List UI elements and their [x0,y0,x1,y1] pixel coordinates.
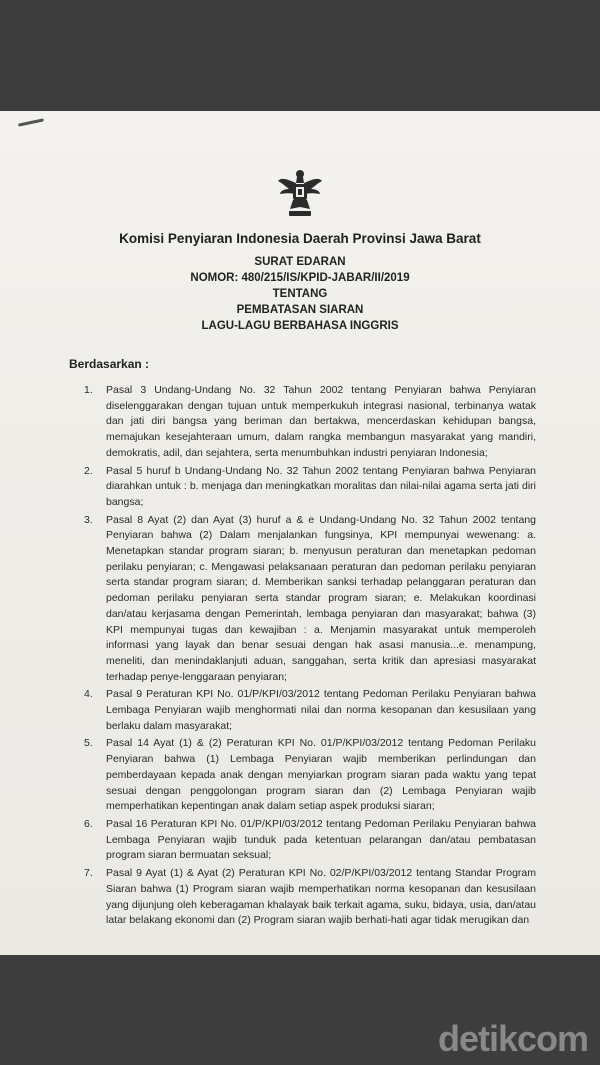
document-number: NOMOR: 480/215/IS/KPID-JABAR/II/2019 [190,272,410,284]
subject-line-1: PEMBATASAN SIARAN [236,304,364,316]
list-item: 5. Pasal 14 Ayat (1) & (2) Peraturan KPI No. 01/P/KPI/03/2012 tentang Pedoman Perilaku Penyiaran bahwa (1) Lembaga Penyiaran wajib memberikan perlindungan dan pemberdayaan kepada anak dengan menyiarkan program siaran pada waktu yang tepat sesuai dengan penggolongan program siaran dan (2) Lembaga Penyiaran wajib memperhatikan kepentingan anak dalam setiap aspek produksi siaran; [84,737,536,813]
pen-mark [18,118,44,126]
organization-name: Komisi Penyiaran Indonesia Daerah Provinsi Jawa Barat [119,231,481,246]
garuda-emblem-icon [277,167,323,219]
list-item: 1. Pasal 3 Undang-Undang No. 32 Tahun 2002 tentang Penyiaran bahwa Penyiaran diselenggarakan dengan tujuan untuk memperkukuh integrasi nasional, terbinanya watak dan jati diri bangsa yang beriman dan bertakwa, mencerdaskan kehidupan bangsa, memajukan kesejahteraan umum, dalam rangka membangun masyarakat yang mandiri, demokratis, adil, dan sejahtera, serta menumbuhkan industri penyiaran Indonesia; [84,384,536,459]
about-label: TENTANG [272,288,328,300]
list-item: 6. Pasal 16 Peraturan KPI No. 01/P/KPI/03/2012 tentang Pedoman Perilaku Penyiaran bahwa Lembaga Penyiaran wajib tunduk pada ketentuan pelarangan dan/atau pembatasan program siaran bermuatan seksual; [84,817,536,862]
list-item: 4. Pasal 9 Peraturan KPI No. 01/P/KPI/03/2012 tentang Pedoman Perilaku Penyiaran bahwa Lembaga Penyiaran wajib menghormati nilai dan norma kesopanan dan kesusilaan yang berlaku dalam masyarakat; [84,688,536,732]
list-item: 2. Pasal 5 huruf b Undang-Undang No. 32 Tahun 2002 tentang Penyiaran bahwa Penyiaran diarahkan untuk : b. menjaga dan meningkatkan moralitas dan nilai-nilai agama serta jati diri bangsa; [84,464,536,508]
list-item: 7. Pasal 9 Ayat (1) & Ayat (2) Peraturan KPI No. 02/P/KPI/03/2012 tentang Standar Program Siaran bahwa (1) Program siaran wajib memperhatikan norma kesopanan dan kesusilaan yang dijunjung oleh keberagaman khalayak baik terkait agama, suku, bidaya, usia, dan/atau latar belakang ekonomi dan (2) Program siaran wajib berhati-hati agar tidak merugikan dan [84,867,536,927]
document-type: SURAT EDARAN [254,256,346,268]
title-block [0,254,600,334]
legal-basis-list [84,383,536,931]
document-page [0,111,600,955]
subject-line-2: LAGU-LAGU BERBAHASA INGGRIS [201,320,399,332]
top-frame [0,0,600,111]
watermark-logo: detikcom [437,1018,588,1059]
list-item: 3. Pasal 8 Ayat (2) dan Ayat (3) huruf a & e Undang-Undang No. 32 Tahun 2002 tentang Penyiaran bahwa (2) Dalam menjalankan fungsinya, KPI mempunyai wewenang: a. Menetapkan standar program siaran; b. menyusun peraturan dan menetapkan pedoman perilaku penyiaran; c. Mengawasi pelaksanaan peraturan dan pedoman perilaku penyiaran serta standar program siaran; d. Memberikan sanksi terhadap pelanggaran peraturan dan pedoman perilaku penyiaran serta standar program siaran; e. Melakukan koordinasi dan/atau kerjasama dengan Pemerintah, lembaga penyiaran dan masyarakat; bahwa (3) KPI mempunyai tugas dan kewajiban : a. Menjamin masyarakat untuk memperoleh informasi yang layak dan benar sesuai dengan hak asasi manusia...e. menampung, meneliti, dan menindaklanjuti aduan, sanggahan, serta kritik dan apresiasi masyarakat terhadap penye-lenggaraan penyiaran; [84,513,536,683]
intro-heading: Berdasarkan : [69,357,150,371]
